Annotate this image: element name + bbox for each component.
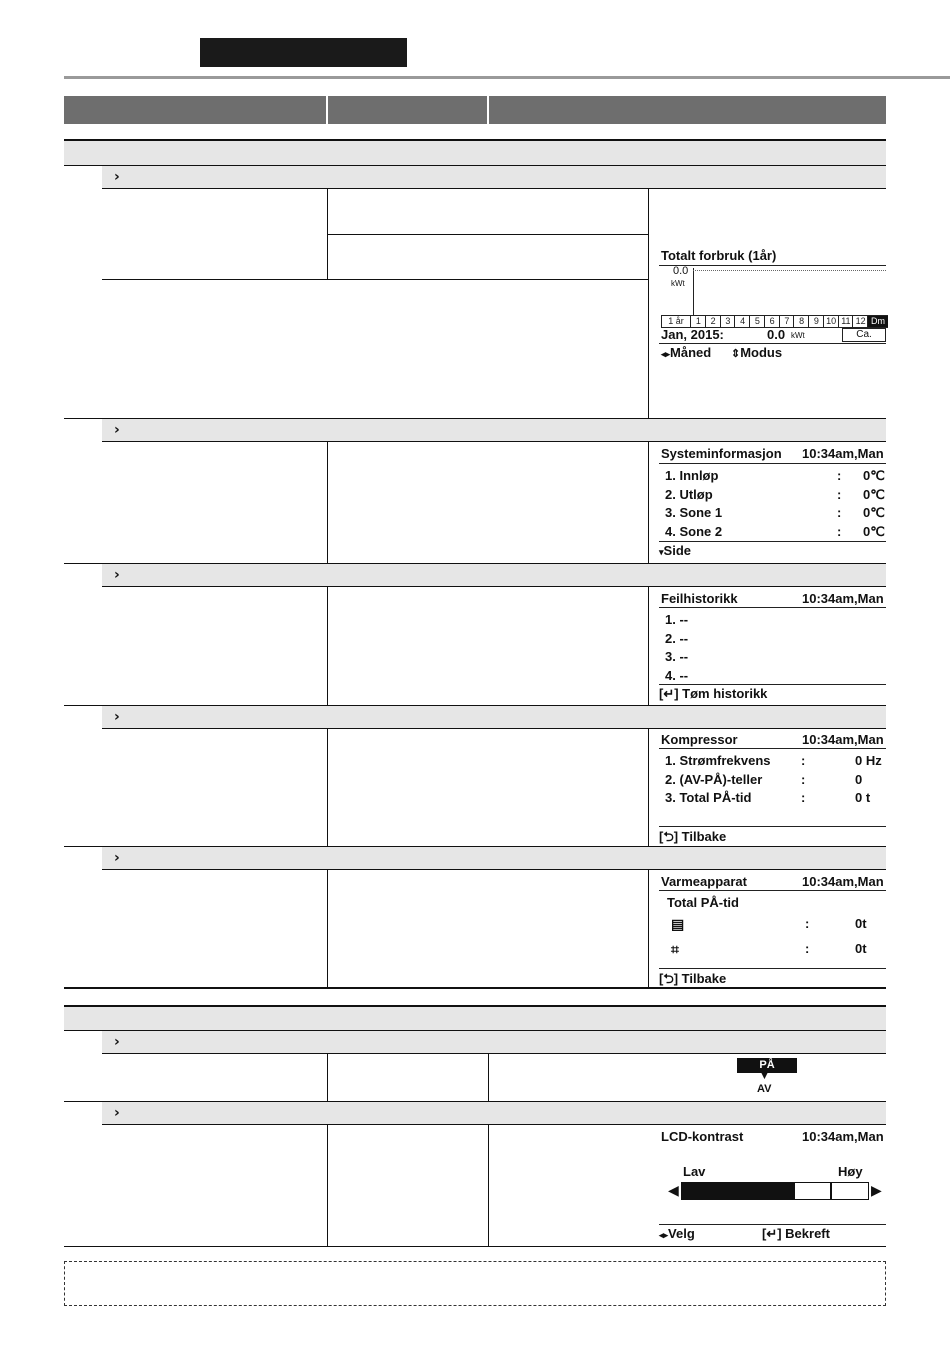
- date-label: Jan, 2015:: [661, 327, 724, 342]
- compressor-row-label: 2. (AV-PÅ)-teller: [665, 771, 763, 787]
- subsection-band: [102, 419, 886, 441]
- screen-title: LCD-kontrast: [661, 1129, 744, 1144]
- screen-title: Feilhistorikk: [661, 591, 738, 606]
- title-underline: [659, 748, 886, 749]
- down-arrow-icon: ▾: [659, 547, 664, 557]
- error-row: 4. --: [665, 667, 689, 683]
- date-underline: [659, 343, 886, 344]
- contrast-segment: [831, 1182, 869, 1200]
- tank-heater-icon: ▤: [671, 916, 685, 932]
- section-band: [64, 1007, 886, 1030]
- y-unit: kWt: [671, 279, 685, 288]
- header-divider: [487, 96, 489, 124]
- info-row-label: 2. Utløp: [665, 486, 713, 502]
- ca-button[interactable]: Ca.: [842, 328, 886, 342]
- page-label: Side: [663, 543, 691, 558]
- col-rule: [488, 1124, 489, 1246]
- down-triangle-icon: ▼: [761, 1071, 768, 1081]
- error-row: 3. --: [665, 649, 689, 664]
- info-row-value: 0℃: [863, 523, 885, 539]
- footer-rule: [659, 541, 886, 542]
- chevron-right-icon: ›: [114, 709, 120, 725]
- chart-axis: [693, 268, 694, 316]
- note-box: [64, 1261, 886, 1306]
- screen-time: 10:34am,Man: [802, 591, 884, 606]
- col-rule: [327, 586, 328, 705]
- row-rule: [64, 1246, 886, 1247]
- col-rule: [327, 869, 328, 987]
- info-row-label: 4. Sone 2: [665, 523, 723, 539]
- off-label: AV: [757, 1083, 772, 1095]
- energy-unit: kWt: [791, 331, 805, 340]
- clear-history-label[interactable]: [↵] Tøm historikk: [659, 686, 768, 701]
- x-tick-label: 5: [749, 316, 765, 327]
- compressor-row-value: 0 Hz: [855, 753, 882, 768]
- left-right-arrows-icon: ◂▸: [659, 1230, 669, 1240]
- select-label: Velg: [668, 1226, 695, 1241]
- info-row-sep: :: [837, 523, 842, 539]
- back-label[interactable]: [⮌] Tilbake: [659, 829, 727, 844]
- compressor-row-sep: :: [801, 790, 806, 805]
- energy-value: 0.0: [767, 327, 786, 342]
- lcd-contrast-screen: [649, 1125, 886, 1246]
- row-rule: [102, 1053, 886, 1054]
- title-underline: [659, 890, 886, 891]
- chart-dotted-line: [693, 270, 886, 271]
- title-underline: [659, 607, 886, 608]
- x-tick-label: 2: [705, 316, 721, 327]
- chevron-right-icon: ›: [114, 1105, 120, 1121]
- x-tick-label: 7: [779, 316, 795, 327]
- info-row-label: 1. Innløp: [665, 468, 719, 483]
- error-row: 1. --: [665, 612, 689, 627]
- heater-row-sep: :: [805, 941, 810, 956]
- table-header-bar: [64, 96, 886, 124]
- x-tick-label: 10: [823, 316, 839, 327]
- col-rule: [327, 1124, 328, 1246]
- mode-label: Modus: [740, 345, 783, 360]
- confirm-label[interactable]: [↵] Bekreft: [762, 1226, 830, 1241]
- screen-time: 10:34am,Man: [802, 874, 884, 889]
- screen-title: Systeminformasjon: [661, 446, 782, 461]
- info-row-value: 0℃: [863, 505, 885, 520]
- section-rule: [64, 987, 886, 989]
- subsection-band: [102, 706, 886, 728]
- screen-title: Kompressor: [661, 732, 738, 747]
- header-divider: [326, 96, 328, 124]
- chevron-right-icon: ›: [114, 850, 120, 866]
- x-tick-label: 1: [690, 316, 706, 327]
- row-rule: [327, 234, 648, 235]
- heater-row-sep: :: [805, 916, 810, 931]
- row-rule: [102, 188, 886, 189]
- header-black-box: [200, 38, 407, 67]
- heater-row-value: 0t: [855, 916, 867, 931]
- info-row-sep: :: [837, 486, 842, 502]
- mode-nav: [731, 345, 782, 360]
- x-tick-label: 4: [734, 316, 750, 327]
- select-nav: [659, 1226, 695, 1241]
- booster-heater-icon: ⌗: [671, 941, 679, 957]
- section-band: [64, 141, 886, 165]
- compressor-screen: [649, 729, 886, 846]
- heater-subtitle: Total PÅ-tid: [667, 895, 739, 910]
- col-rule: [327, 441, 328, 563]
- x-tick-label: 3: [720, 316, 736, 327]
- x-tick-label: 8: [793, 316, 809, 327]
- energy-title: Totalt forbruk (1år): [661, 248, 777, 263]
- heater-screen: [649, 870, 886, 987]
- x-tick-label: 11: [838, 316, 854, 327]
- right-arrow-icon[interactable]: ▶: [871, 1182, 882, 1198]
- error-history-screen: [649, 587, 886, 705]
- compressor-row-value: 0 t: [855, 790, 871, 805]
- info-row-label: 3. Sone 1: [665, 505, 723, 520]
- compressor-row-label: 1. Strømfrekvens: [665, 753, 771, 768]
- footer-rule: [659, 1224, 886, 1225]
- subsection-band: [102, 166, 886, 188]
- chevron-right-icon: ›: [114, 567, 120, 583]
- footer-rule: [659, 968, 886, 969]
- compressor-row-label: 3. Total PÅ-tid: [665, 790, 752, 805]
- info-row-value: 0℃: [863, 486, 885, 502]
- footer-rule: [659, 826, 886, 827]
- chevron-right-icon: ›: [114, 169, 120, 185]
- title-underline: [659, 463, 886, 464]
- info-row-sep: :: [837, 468, 842, 483]
- chevron-right-icon: ›: [114, 422, 120, 438]
- high-label: Høy: [838, 1164, 863, 1179]
- system-info-screen: [649, 442, 886, 563]
- month-nav: [661, 345, 711, 360]
- col-rule: [327, 728, 328, 846]
- left-right-arrows-icon: ◂▸: [661, 349, 671, 359]
- compressor-row-sep: :: [801, 753, 806, 768]
- on-indicator: PÅ: [737, 1058, 797, 1073]
- compressor-row-value: 0: [855, 771, 863, 787]
- subsection-band: [102, 564, 886, 586]
- col-rule: [327, 188, 328, 279]
- contrast-segment: [756, 1182, 794, 1200]
- error-row: 2. --: [665, 630, 689, 646]
- y-value: 0.0: [673, 265, 689, 277]
- contrast-segment: [719, 1182, 757, 1200]
- x-tick-label: 6: [764, 316, 780, 327]
- col-rule: [327, 1053, 328, 1101]
- subsection-band: [102, 847, 886, 869]
- month-label: Måned: [670, 345, 712, 360]
- title-underline: [659, 265, 886, 266]
- header-rule: [64, 76, 950, 79]
- heater-row-value: 0t: [855, 941, 867, 956]
- row-rule: [102, 279, 648, 280]
- info-row-sep: :: [837, 505, 842, 520]
- page-nav: [659, 543, 691, 558]
- screen-title: Varmeapparat: [661, 874, 747, 889]
- screen-time: 10:34am,Man: [802, 446, 884, 461]
- subsection-band: [102, 1031, 886, 1053]
- up-down-arrows-icon: ⇕: [731, 348, 741, 360]
- x-tick-label: Dm: [867, 316, 888, 327]
- contrast-level-bar[interactable]: [681, 1182, 869, 1200]
- x-tick-label: 9: [808, 316, 824, 327]
- low-label: Lav: [683, 1164, 706, 1179]
- col-rule: [488, 1053, 489, 1101]
- x-tick-label: 12: [852, 316, 868, 327]
- x-tick-label: 1 år: [668, 316, 684, 326]
- compressor-row-sep: :: [801, 771, 806, 787]
- left-arrow-icon[interactable]: ◀: [668, 1182, 679, 1198]
- subsection-band: [102, 1102, 886, 1124]
- chevron-right-icon: ›: [114, 1034, 120, 1050]
- screen-time: 10:34am,Man: [802, 732, 884, 747]
- footer-rule: [659, 684, 886, 685]
- back-label[interactable]: [⮌] Tilbake: [659, 971, 727, 986]
- contrast-segment: [681, 1182, 719, 1200]
- contrast-segment: [794, 1182, 832, 1200]
- info-row-value: 0℃: [863, 468, 885, 483]
- screen-time: 10:34am,Man: [802, 1129, 884, 1144]
- energy-screen: [649, 240, 886, 370]
